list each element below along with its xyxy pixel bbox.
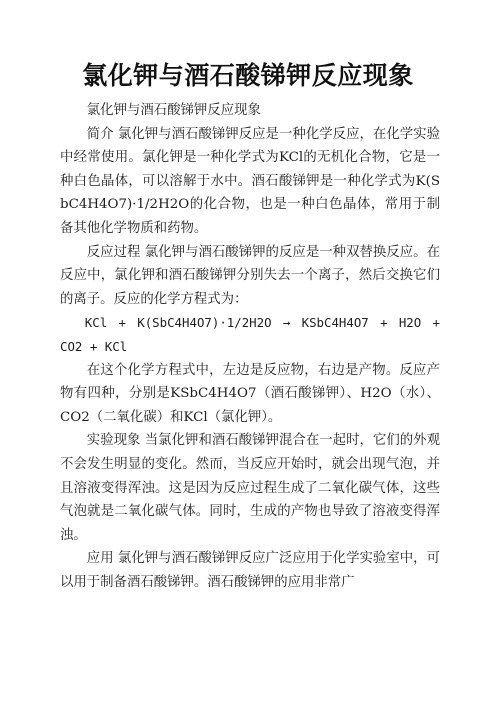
chemical-equation: KCl + K(SbC4H4O7)·1/2H2O → KSbC4H4O7 + H2O + CO2 + KCl [60,315,440,354]
intro-paragraph: 简介 氯化钾与酒石酸锑钾反应是一种化学反应，在化学实验中经常使用。氯化钾是一种化学式为KCl的无机化合物，它是一种白色晶体，可以溶解于水中。酒石酸锑钾是一种化学式为K(SbC4H4O7)·1/2H2O的化合物，也是一种白色晶体，常用于制备其他化学物质和药物。 [60,126,440,236]
document-title: 氯化钾与酒石酸锑钾反应现象 [82,61,414,90]
application-paragraph: 应用 氯化钾与酒石酸锑钾反应广泛应用于化学实验室中，可以用于制备酒石酸锑钾。酒石酸锑钾的应用非常广 [60,551,440,590]
document-body [60,99,440,594]
phenomenon-paragraph: 实验现象 当氯化钾和酒石酸锑钾混合在一起时，它们的外观不会发生明显的变化。然而，当反应开始时，就会出现气泡，并且溶液变得浑浊。这是因为反应过程生成了二氧化碳气体，这些气泡就是二氧化碳气体。同时，生成的产物也导致了溶液变得浑浊。 [60,433,440,543]
subtitle-paragraph: 氯化钾与酒石酸锑钾反应现象 [86,103,261,118]
equation-explanation-paragraph: 在这个化学方程式中，左边是反应物，右边是产物。反应产物有四种，分别是KSbC4H4O7（酒石酸锑钾）、H2O（水）、CO2（二氧化碳）和KCl（氯化钾）。 [60,362,440,425]
reaction-process-paragraph: 反应过程 氯化钾与酒石酸锑钾的反应是一种双替换反应。在反应中，氯化钾和酒石酸锑钾分别失去一个离子，然后交换它们的离子。反应的化学方程式为： [60,244,440,307]
